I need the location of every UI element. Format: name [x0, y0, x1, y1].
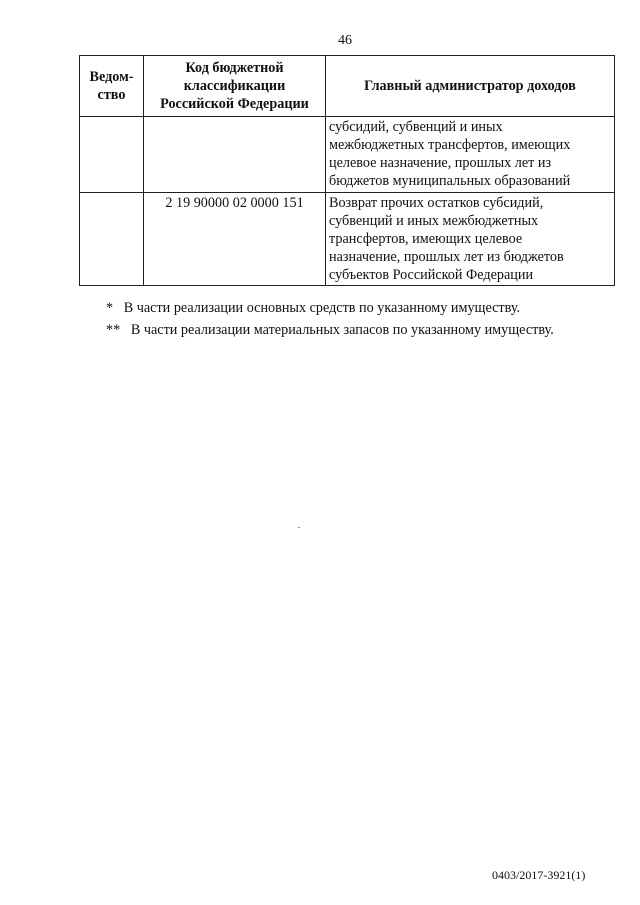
header-administrator: Главный администратор доходов	[326, 56, 615, 117]
footnote-single-asterisk: * В части реализации основных средств по указанному имуществу.	[106, 300, 521, 316]
header-department: Ведом- ство	[80, 56, 144, 117]
cell-budget-code: 2 19 90000 02 0000 151	[144, 193, 326, 286]
scan-speck	[298, 527, 300, 528]
page-number: 46	[338, 33, 352, 48]
document-number: 0403/2017-3921(1)	[492, 868, 586, 882]
table-row	[80, 117, 615, 193]
cell-administrator: субсидий, субвенций и иных межбюджетных трансфертов, имеющих целевое назначение, прошлых лет из бюджетов муниципальных образований	[326, 117, 615, 193]
footnotes	[106, 297, 554, 341]
cell-administrator: Возврат прочих остатков субсидий, субвенций и иных межбюджетных трансфертов, имеющих целевое назначение, прошлых лет из бюджетов субъектов Российской Федерации	[326, 193, 615, 286]
cell-budget-code	[144, 117, 326, 193]
table-header-row	[80, 56, 615, 117]
budget-classification-table	[79, 55, 615, 286]
header-budget-code: Код бюджетной классификации Российской Федерации	[144, 56, 326, 117]
cell-department	[80, 193, 144, 286]
cell-department	[80, 117, 144, 193]
footnote-double-asterisk: ** В части реализации материальных запасов по указанному имуществу.	[106, 322, 554, 338]
table-row	[80, 193, 615, 286]
